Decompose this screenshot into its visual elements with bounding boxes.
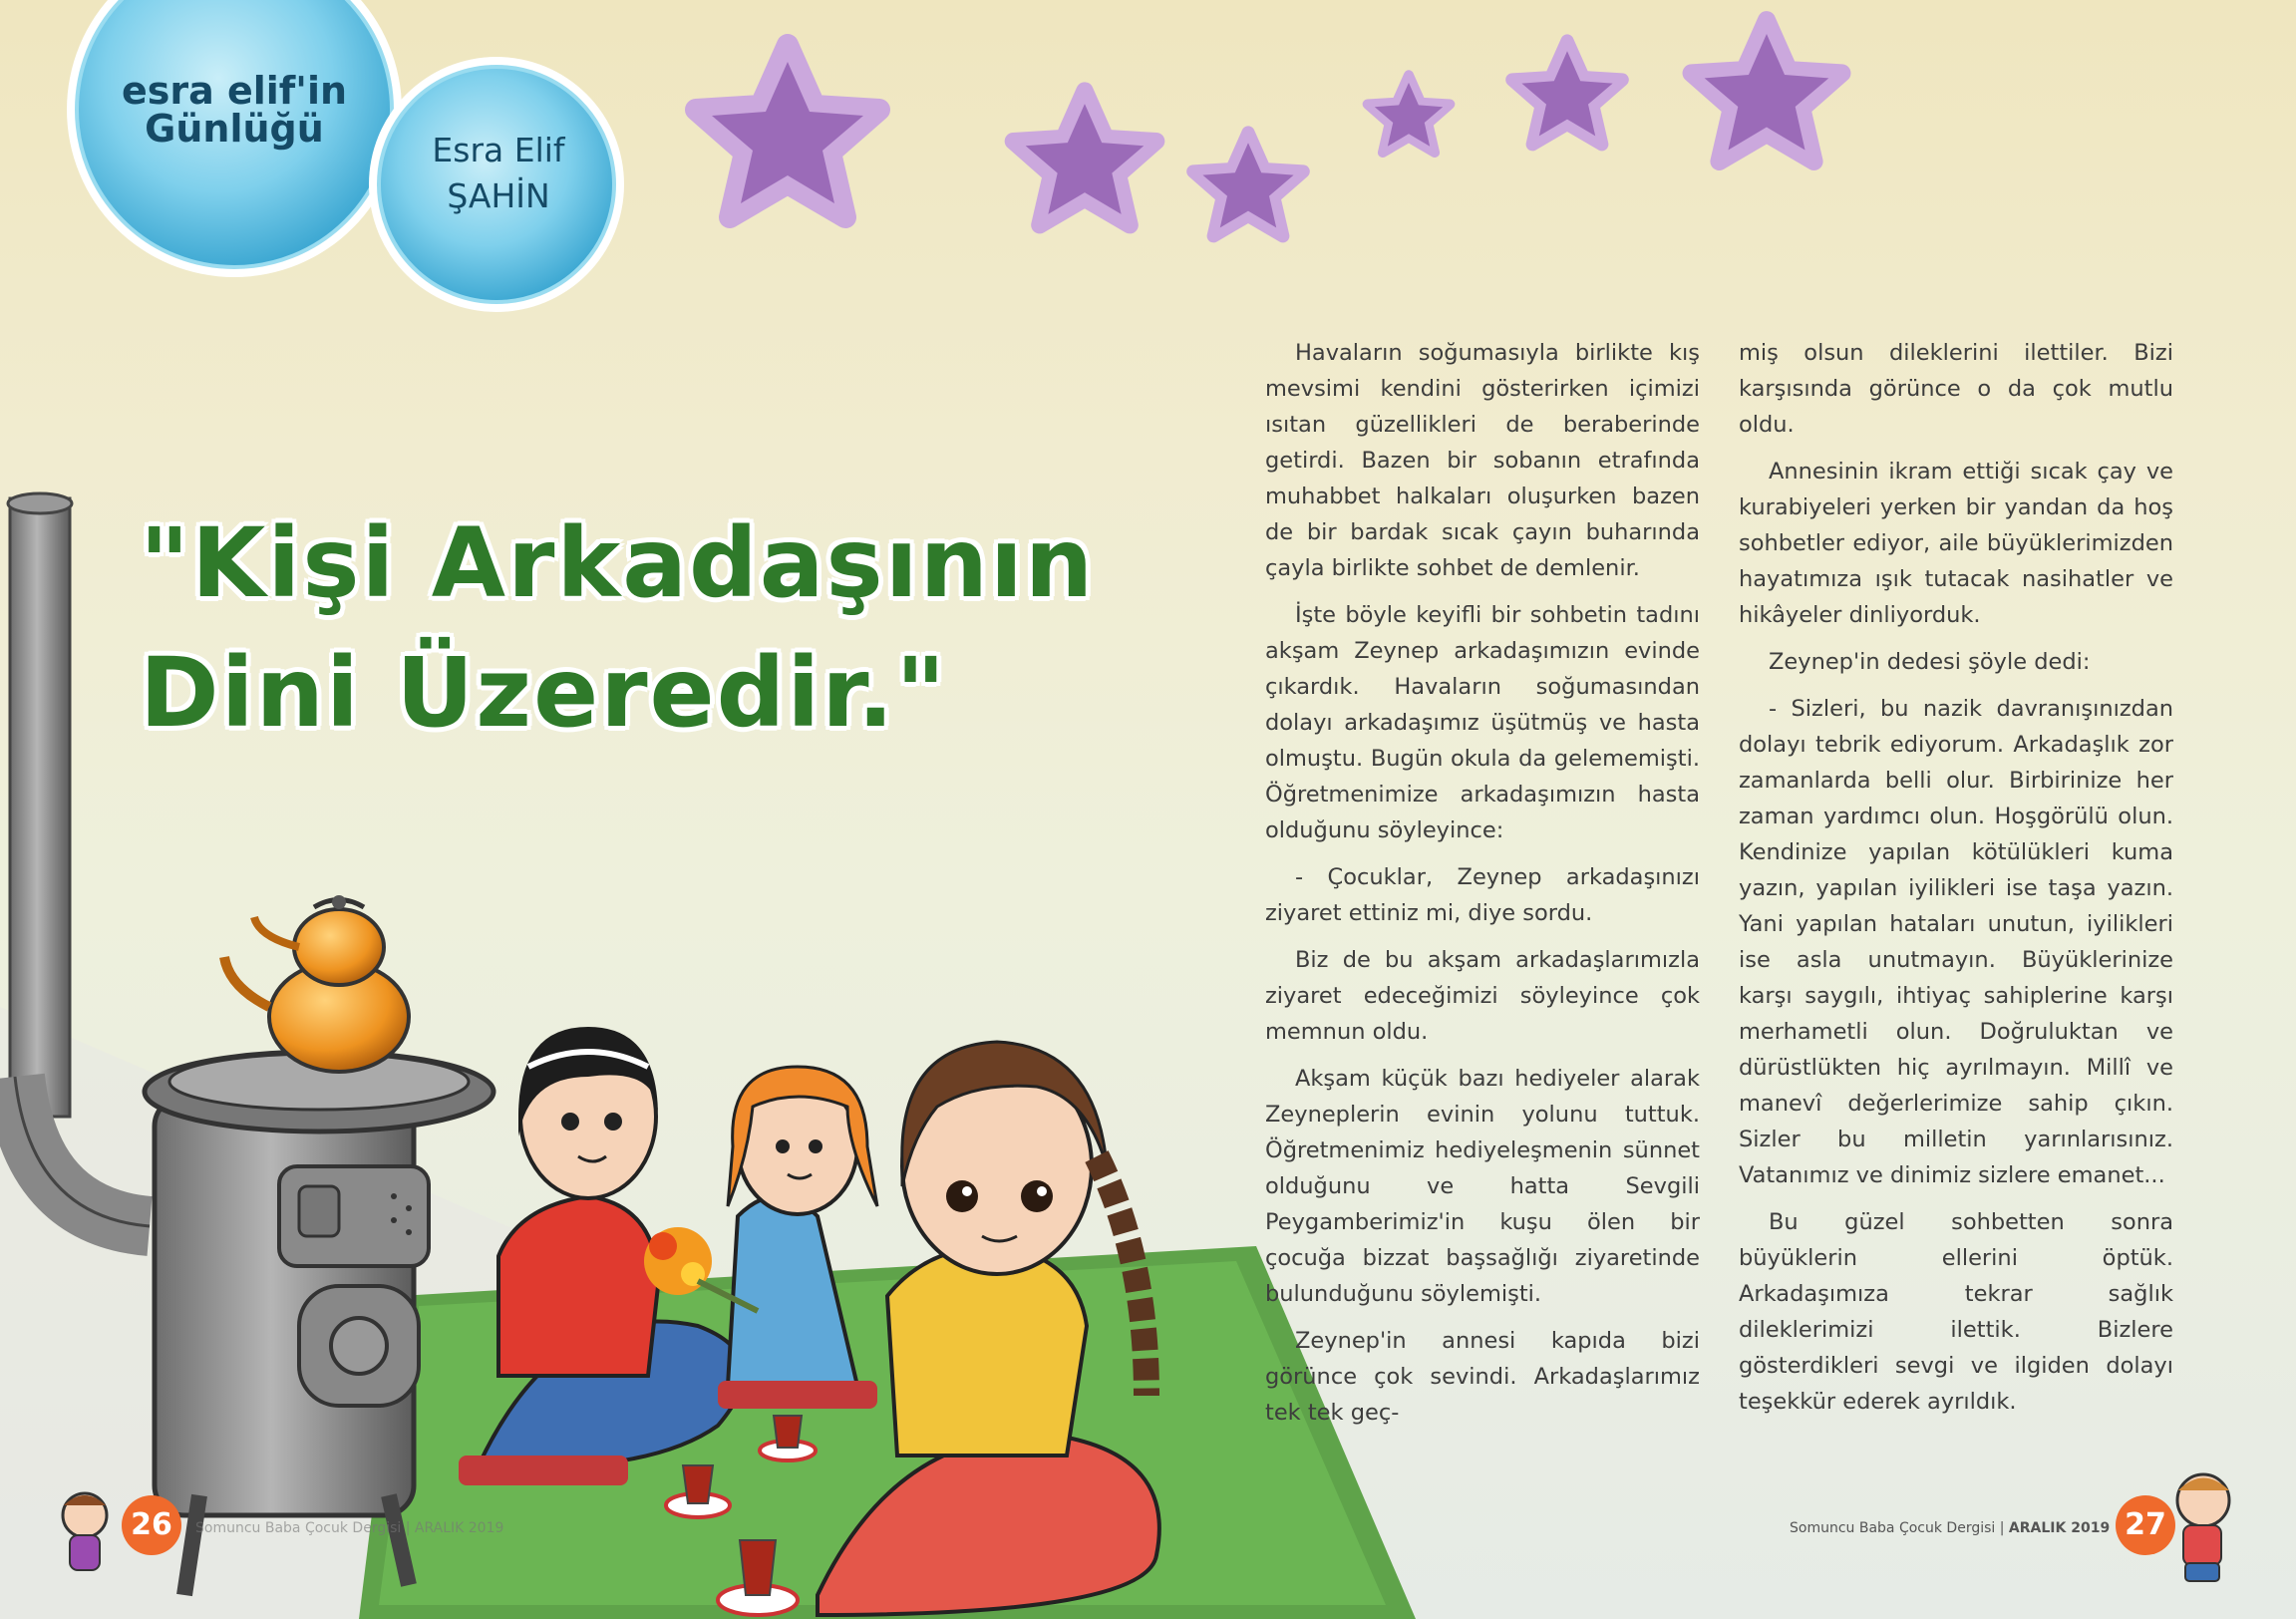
decorative-stars (696, 20, 1841, 236)
footer-right (1790, 1520, 2110, 1536)
diary-title-line1: esra elif'in (121, 69, 348, 113)
author-name (384, 128, 613, 219)
paragraph: Annesinin ikram ettiği sıcak çay ve kurabiyeleri yerken bir yandan da hoş sohbetler ediyor, aile büyüklerimizden hayatımıza ışık tutacak nasihatler ve hikâyeler dinliyorduk. (1739, 459, 2173, 628)
footer-left: Somuncu Baba Çocuk Dergisi | ARALIK 2019 (195, 1520, 504, 1536)
paragraph: Bu güzel sohbetten sonra büyüklerin ellerini öptük. Arkadaşımıza tekrar sağlık dileklerimizi ilettik. Bizlere gösterdikleri sevgi ve ilgiden dolayı teşekkür ederek ayrıldık. (1739, 1209, 2173, 1415)
teapot (224, 895, 409, 1072)
footer-date: ARALIK 2019 (2008, 1520, 2111, 1536)
paragraph: Havaların soğumasıyla birlikte kış mevsimi kendini gösterirken içimizi ısıtan güzellikleri de beraberinde getirdi. Bazen bir sobanın etrafında muhabbet halkaları oluşurken bazen de bir bardak sıcak çayın buharında çayla birlikte sohbet de demlenir. (1265, 340, 1700, 581)
paragraph: İşte böyle keyifli bir sohbetin tadını akşam Zeynep arkadaşımızın evinde çıkardık. Havaların soğumasından dolayı arkadaşımız üşütmüş ve hasta olmuştu. Bugün okula da gelememişti. Öğretmenimize arkadaşımızın hasta olduğunu söyleyince: (1265, 602, 1700, 843)
paragraph: - Çocuklar, Zeynep arkadaşınızı ziyaret ettiniz mi, diye sordu. (1265, 864, 1700, 926)
headline-line2: Dini Üzeredir." (140, 637, 948, 749)
footer-magazine-name: Somuncu Baba Çocuk Dergisi (1790, 1520, 1996, 1536)
paragraph: Biz de bu akşam arkadaşlarımızla ziyaret edeceğimizi söyleyince çok memnun oldu. (1265, 947, 1700, 1045)
footer-separator: | (1995, 1520, 2009, 1536)
page-number-left: 26 (131, 1507, 172, 1542)
paragraph: Zeynep'in annesi kapıda bizi görünce çok sevindi. Arkadaşlarımız tek tek geç- (1265, 1328, 1700, 1426)
diary-title-line2: Günlüğü (145, 107, 324, 151)
paragraph: Akşam küçük bazı hediyeler alarak Zeyneplerin evinin yolunu tuttuk. Öğretmenimiz hediyeleşmenin sünnet olduğunu ve hatta Sevgili Peygamberimiz'in kuşu ölen bir çocuğa bizzat başsağlığı ziyaretinde bulunduğunu söylemişti. (1265, 1066, 1700, 1307)
article-column-2 (1739, 335, 2173, 1431)
article-column-1 (1265, 335, 1700, 1442)
author-last-name: ŞAHİN (447, 176, 550, 215)
diary-series-title (90, 69, 379, 151)
paragraph: Zeynep'in dedesi şöyle dedi: (1769, 649, 2091, 675)
paragraph: - Sizleri, bu nazik davranışınızdan dolayı tebrik ediyorum. Arkadaşlık zor zamanlarda belli olur. Birbirinize her zaman yardımcı olun. Hoşgörülü olun. Kendinize yapılan kötülükleri kuma yazın, yapılan iyilikleri ise taşa yazın. Yani yapılan hataları unutun, iyilikleri ise asla unutmayın. Büyüklerinize karşı saygılı, ihtiyaç sahiplerine karşı merhametli olun. Doğruluktan ve dürüstlükten hiç ayrılmayın. Millî ve manevî değerlerimize sahip çıkın. Sizler bu milletin yarınlarısınız. Vatanımız ve dinimiz sizlere emanet... (1739, 696, 2173, 1188)
article-headline (140, 498, 1186, 758)
author-first-name: Esra Elif (432, 131, 565, 169)
headline-line1: "Kişi Arkadaşının (140, 507, 1096, 619)
page-number-right: 27 (2125, 1507, 2166, 1542)
paragraph-continuation: miş olsun dileklerini ilettiler. Bizi karşısında görünce o da çok mutlu oldu. (1739, 340, 2173, 438)
